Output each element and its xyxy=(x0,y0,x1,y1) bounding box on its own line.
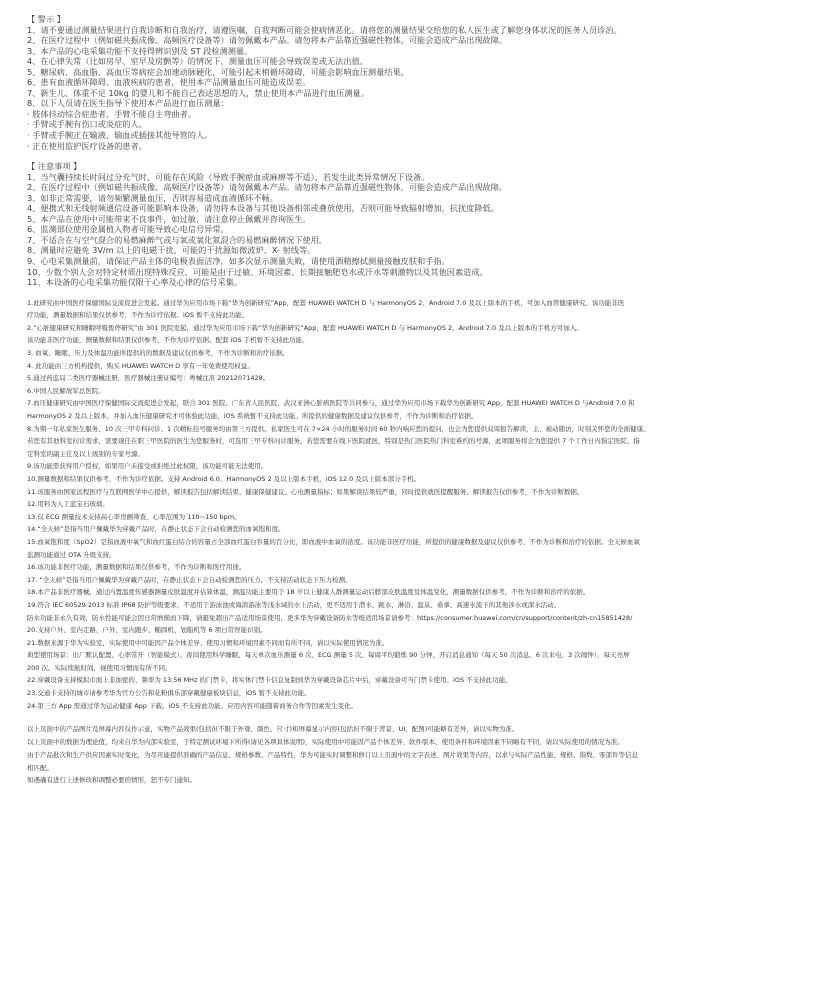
notices-title: 【 注意事项 】 xyxy=(27,161,82,172)
footnote-line: 20.支持户外、室内走路、户外、室内跑步、椭圆机、划船机等 6 项日常智能识别。 xyxy=(27,626,267,635)
footnote-line: 2.“心脏健康研究和睡眠呼吸暂停研究”由 301 医院发起，通过华为应用市场下载“华为创新研究”App，配套 HUAWEI WATCH D 与 HarmonyOS 2、Android 7.0 及以上版本的手机方可加入。 xyxy=(27,323,583,332)
footnote-line: 6.中国人民解放军总医院。 xyxy=(27,386,105,395)
footnote-line: 18.本产品非医疗器械，通过内置温度传感器测量皮肤温度并估算体温，测温功能主要用于 18 岁以上健康人群测量运动后脖部皮肤温度及体温变化，测量数据仅供参考，不作为诊断和治疗的依据。 xyxy=(27,588,590,597)
notice-item: 10、少数个别人会对特定材质出现特殊反应，可能是由于过敏、环境因素、长期接触肥皂水或汗水等刺激物以及其他因素造成。 xyxy=(27,266,488,277)
footnote-line: 24.第三方 App 需通过华为运动健康 App 下载。iOS 不支持此功能。应用内容可能随着商务合作等因素发生变化。 xyxy=(27,701,358,710)
notice-item: 8、测量时应避免 3V/m 以上的电磁干扰，可能的干扰源如微波炉、X- 射线等。 xyxy=(27,245,316,256)
footnote-line: 若您有其他科室问诊需求，需要现任在职三甲医院的医生为您服务时，可选用三甲专科问诊服务。若您需要在线下医院就医，特别是热门医院热门科室难约的号源，此项服务将会为您提供 7 个工作日内指定医院、指 xyxy=(27,437,640,446)
footnote-line: 16.该功能非医疗功能，测量数据和结果仅供参考，不作为诊断和医疗用途。 xyxy=(27,563,246,572)
footnote-line: 17. “全天候”是指当用户佩戴华为穿戴产品时，在静止状态下会自动检测您的压力。不支持活动状态下压力检测。 xyxy=(27,575,352,584)
footnote-line: 19.符合 IEC 60529:2013 标准 IP68 防护等级要求，不适用于游泳池或海滨游泳等浅水域的水上活动，更不适用于潜水、跳水、淋浴、温泉、桑拿、高速水流下的其他涉水或深水活动。 xyxy=(27,600,561,609)
notice-item: 7、不适合在与空气混合的易燃麻醉气或与氧或氧化氮混合的易燃麻醉情况下使用。 xyxy=(27,234,327,245)
warning-item: · 肢体抖动综合症患者、手臂不能自主弯曲者。 xyxy=(27,108,196,119)
warning-item: · 正在使用监护医疗设备的患者。 xyxy=(27,140,147,151)
footnote-line: 该功能非医疗功能，测量数据和结果仅供参考，不作为诊疗依据。配套 iOS 手机暂不支持此功能。 xyxy=(27,336,309,345)
notices-list xyxy=(27,172,812,288)
notice-item: 5、本产品在使用中可能带来不良事件，如过敏，请注意停止佩戴并咨询医生。 xyxy=(27,213,311,224)
footnote-line: 13.仅 ECG 测量技术支持高心率房颤筛查，心率范围为 110~150 bpm。 xyxy=(27,512,241,521)
notice-item: 4、便携式和无线射频通信设备可能影响本设备，请勿将本设备与其他设备相邻或叠放使用，否则可能导致辐射增加，抗扰度降低。 xyxy=(27,203,499,214)
footnote-line: 定科室的副主任及以上级别的专家号源。 xyxy=(27,449,144,458)
footnote-line: HarmonyOS 2 及以上版本，并加入血压健康研究才可体验此功能，iOS 系统暂不支持此功能。所提供的健康数据及建议仅供参考，不作为诊断和治疗依据。 xyxy=(27,412,478,421)
warnings-list xyxy=(27,25,812,152)
warning-item: 3、本产品的心电采集功能不支持得辨识别及 ST 段检测测量。 xyxy=(27,45,253,56)
disclaimer-page xyxy=(27,14,812,787)
footer-line: 如遇确有进行上述修改和调整必要的情形，恕不专门通知。 xyxy=(27,776,196,785)
footer-line: 由于产品批次和生产供应因素实时变化，为尽可能提供准确的产品信息、规格参数、产品特性，华为可能实时调整和修订以上页面中的文字表述、图片效果等内容，以求与实际产品性能、规格、指数、零部件等信息 xyxy=(27,750,638,759)
notice-item: 11、本设备的心电采集功能仅限于心率及心律的信号采集。 xyxy=(27,277,243,288)
footnote-line: 防水功能非永久有效，防水性能可能会因日常磨损而下降，请避免超出产品适用场景使用，更多华为穿戴设备防水等级适用场景请参考：https://consumer.huawei.com/cn/support/content/zh-cn15851428/ xyxy=(27,613,633,622)
footnote-line: 11.该服务由国家远程医疗与互联网医学中心提供，解读报告包括解读结果、健康保健建议、心电测量指标；如果解读结果较严重，同时提供就医提醒服务。解读报告仅供参考，不作为诊断数据。 xyxy=(27,487,584,496)
footnote-line: 4. 此功能由三方机构提供，购买 HUAWEI WATCH D 享有一年免费使用权益。 xyxy=(27,361,254,370)
warning-item: · 手臂或手腕有伤口或炎症的人。 xyxy=(27,119,147,130)
warning-item: 1、请不要通过测量结果进行自我诊断和自我治疗，请遵医嘱，自我判断可能会使病情恶化。请将您的测量结果交给您的私人医生或了解您身体状况的医务人员诊治。 xyxy=(27,24,622,35)
warning-item: 8、以下人员请在医生指导下使用本产品进行血压测量： xyxy=(27,98,229,109)
warning-item: 6、患有血液循环障碍、血液疾病的患者，使用本产品测量血压可能造成误差。 xyxy=(27,77,311,88)
footnote-line: 7.血压健康研究由中国医疗保健国际交流促进会发起，联合 301 医院、广东省人民医院、武汉亚洲心脏病医院等共同参与，通过华为应用市场下载华为创新研究 App，配套 HUAWEI WATCH D 与Android 7.0 和 xyxy=(27,399,635,408)
notice-item: 3、如非正常需要，请勿频繁测量血压，否则容易造成血液循环不畅。 xyxy=(27,192,278,203)
footnote-line: 8.为期一年私家医生服务、10 次三甲专科问诊、1 次精耘挂号服务均由第三方提供。私家医生可在 7×24 小时的服务时间 60 秒内响应您的提问，也会为您提供双周报告解读，主、被动随访，时刻关怀您的全面健康。 xyxy=(27,424,650,433)
warning-item: 7、新生儿、体重不足 10kg 的婴儿和不能自己表达思想的人，禁止使用本产品进行血压测量。 xyxy=(27,87,369,98)
warning-item: · 手臂或手腕正在输液、输血或插接其他导管的人。 xyxy=(27,130,213,141)
warnings-section xyxy=(27,14,812,151)
notice-item: 9、心电采集测量前，请保证产品主体的电极表面洁净，如多次显示测量失败，请使用酒精擦拭测量接触皮肤和手指。 xyxy=(27,256,450,267)
section-gap xyxy=(27,151,812,161)
footnote-line: 9.该功能需获得用户授权，如果用户未接受或拒绝过此权限，该功能可能无法使用。 xyxy=(27,462,268,471)
footer-line: 以上页面中的产品图片及屏幕内容仅作示意，实物产品效果(包括但不限于外观、颜色、尺寸)和屏幕显示内容(包括但不限于背景、UI、配图)可能略有差异，请以实物为准。 xyxy=(27,725,519,734)
footnote-line: 10.测量数据和结果仅供参考，不作为诊疗依据。支持 Android 6.0、HarmonyOS 2 及以上版本手机，iOS 12.0 及以上版本部分手机。 xyxy=(27,474,421,483)
footnote-line: 15.血氧饱和度（SpO2）是指血液中氧气和血红蛋白结合的容量占全部血红蛋白容量的百分比，即血液中血氧的浓度。该功能非医疗功能，所提供的健康数据及建议仅供参考，不作为诊断和治疗的依据。全天候血氧 xyxy=(27,537,640,546)
notices-section xyxy=(27,161,812,288)
footnote-line: 1.此研究由中国医疗保健国际交流促进会发起。通过华为应用市场下载“华为创新研究”App，配套 HUAWEI WATCH D 与 HarmonyOS 2、Android 7.0 及以上版本的手机，可加入血管健康研究。该功能非医 xyxy=(27,298,625,307)
warning-item: 5、糖尿病、高血脂、高血压等病症会加速动脉硬化，可能引起末梢循环障碍，可能会影响血压测量结果。 xyxy=(27,66,409,77)
warning-item: 4、在心律失常（比如房早、室早及房颤等）的情况下，测量血压可能会导致误差或无法出值。 xyxy=(27,56,368,67)
footnote-line: 疗功能，测量数据和结果仅供参考，不作为诊疗依据。iOS 暂不支持此功能。 xyxy=(27,311,249,320)
notice-item: 1、当气囊持续长时间过分充气时，可能存在风险（导致手腕瘀血或麻痹等不适），若发生此类异常情况下设备。 xyxy=(27,171,430,182)
footnote-line: 23.交通卡支持的城市请参考华为官方公告和花粉俱乐部穿戴健康板块信息，iOS 暂不支持此功能。 xyxy=(27,689,311,698)
footnote-line: 12.用料为人工蓝宝石玻璃。 xyxy=(27,500,109,509)
footnote-line: 3. 血氧、睡眠、压力及体温功能所提供的的数据及建议仅供参考，不作为诊断和治疗依据。 xyxy=(27,349,289,358)
footnote-line: 21.数据来源于华为实验室，实际使用中可能因产品个体差异、使用习惯和环境因素不同而有所不同，请以实际使用情况为准。 xyxy=(27,638,389,647)
footnote-line: 5.通过药监局二类医疗器械注册，医疗器械注册证编号：粤械注准 20212071428。 xyxy=(27,374,270,383)
footnote-line: 200 次。实际续航时间，视使用习惯而有所不同。 xyxy=(27,663,172,672)
legal-footer xyxy=(27,723,812,787)
footnote-line: 典型使用场景：出厂默认配置、心率常开（智能模式）、夜间使用科学睡眠、每天单次血压测量 6 次、ECG 测量 5 次、每周平均锻炼 90 分钟、开启消息通知（每天 50 次消息、6 次来电、3 次闹钟），每天亮屏 xyxy=(27,651,630,660)
footnotes-section xyxy=(27,297,812,713)
footer-line: 以上页面中的数据为理论值，均来自华为内部实验室，于特定测试环境下所得(请见各项具体说明)，实际使用中可能因产品个体差异、软件版本、使用条件和环境因素不同略有不同，请以实际使用的情况为准。 xyxy=(27,738,624,747)
notice-item: 2、在医疗过程中（例如磁共振成像、高频医疗设备等）请勿佩戴本产品。请勿将本产品靠近强磁性物体，可能会造成产品出现故障。 xyxy=(27,182,508,193)
warning-item: 2、在医疗过程中（例如磁共振成像、高频医疗设备等）请勿佩戴本产品。请勿将本产品靠近强磁性物体，可能会造成产品出现故障。 xyxy=(27,35,508,46)
footnote-line: 14.“全天候”是指当用户佩戴华为穿戴产品时，在静止状态下会自动检测您的血氧饱和度。 xyxy=(27,525,285,534)
footer-line: 相匹配。 xyxy=(27,763,53,772)
footnote-line: 22.穿戴设备支持模拟市面上非加密的、频率为 13.56 MHz 的门禁卡，将实体门禁卡信息复制到华为穿戴设备芯片中后，穿戴设备可当门禁卡使用。iOS 不支持此功能。 xyxy=(27,676,512,685)
notice-item: 6、监测部位使用金属植入物者可能导致心电信号异常。 xyxy=(27,224,229,235)
warnings-title: 【 警示 】 xyxy=(27,14,65,24)
footnote-line: 监测功能通过 OTA 升级支持。 xyxy=(27,550,116,559)
